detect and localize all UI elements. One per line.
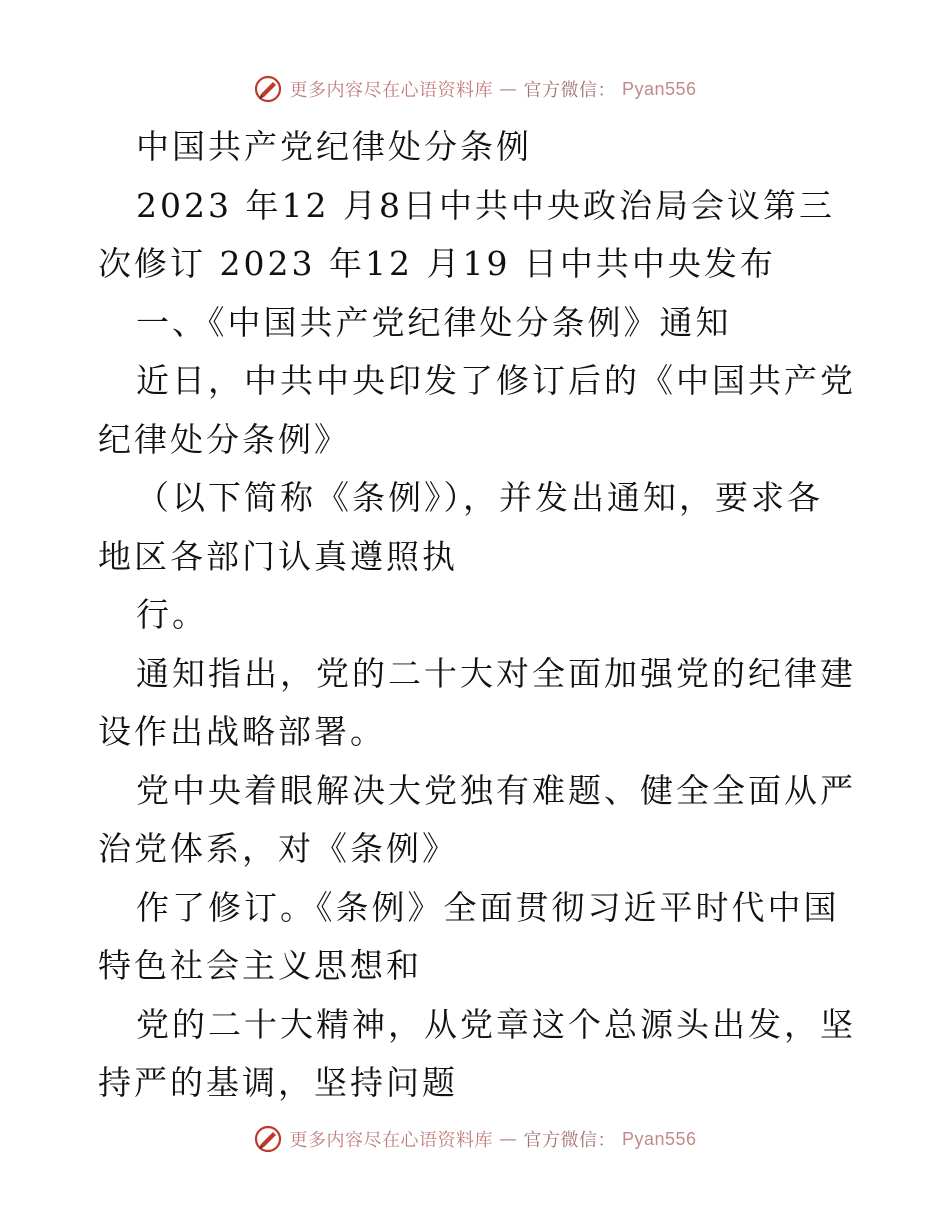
logo-icon [253, 1124, 283, 1154]
watermark-text: 更多内容尽在心语资料库 [289, 80, 493, 101]
header-watermark [0, 74, 950, 104]
watermark-separator: — [498, 78, 518, 100]
footer-watermark [0, 1124, 950, 1154]
logo-icon [253, 74, 283, 104]
paragraph: （以下简称《条例》），并发出通知，要求各地区各部门认真遵照执 [98, 478, 823, 576]
watermark-text: 更多内容尽在心语资料库 [289, 1130, 493, 1151]
watermark-contact-label: 官方微信： [523, 80, 616, 101]
paragraph: 作了修订。《条例》全面贯彻习近平时代中国特色社会主义思想和 [98, 887, 840, 985]
watermark-contact-id: Pyan556 [621, 78, 697, 99]
section-heading: 一、《中国共产党纪律处分条例》通知 [136, 302, 732, 342]
paragraph: 通知指出，党的二十大对全面加强党的纪律建设作出战略部署。 [98, 653, 856, 751]
paragraph-revision-date: 2023 年12 月8日中共中央政治局会议第三次修订 2023 年12 月19 日中共中央发布 [98, 185, 835, 283]
watermark-separator: — [498, 1128, 518, 1150]
document-body [98, 118, 858, 1113]
document-title: 中国共产党纪律处分条例 [136, 127, 532, 166]
paragraph: 行。 [136, 595, 208, 634]
paragraph: 近日，中共中央印发了修订后的《中国共产党纪律处分条例》 [98, 361, 856, 459]
paragraph: 党中央着眼解决大党独有难题、健全全面从严治党体系，对《条例》 [98, 770, 856, 868]
watermark-contact-label: 官方微信： [523, 1130, 616, 1151]
watermark-contact-id: Pyan556 [621, 1128, 697, 1149]
paragraph: 党的二十大精神，从党章这个总源头出发，坚持严的基调，坚持问题 [98, 1004, 856, 1102]
